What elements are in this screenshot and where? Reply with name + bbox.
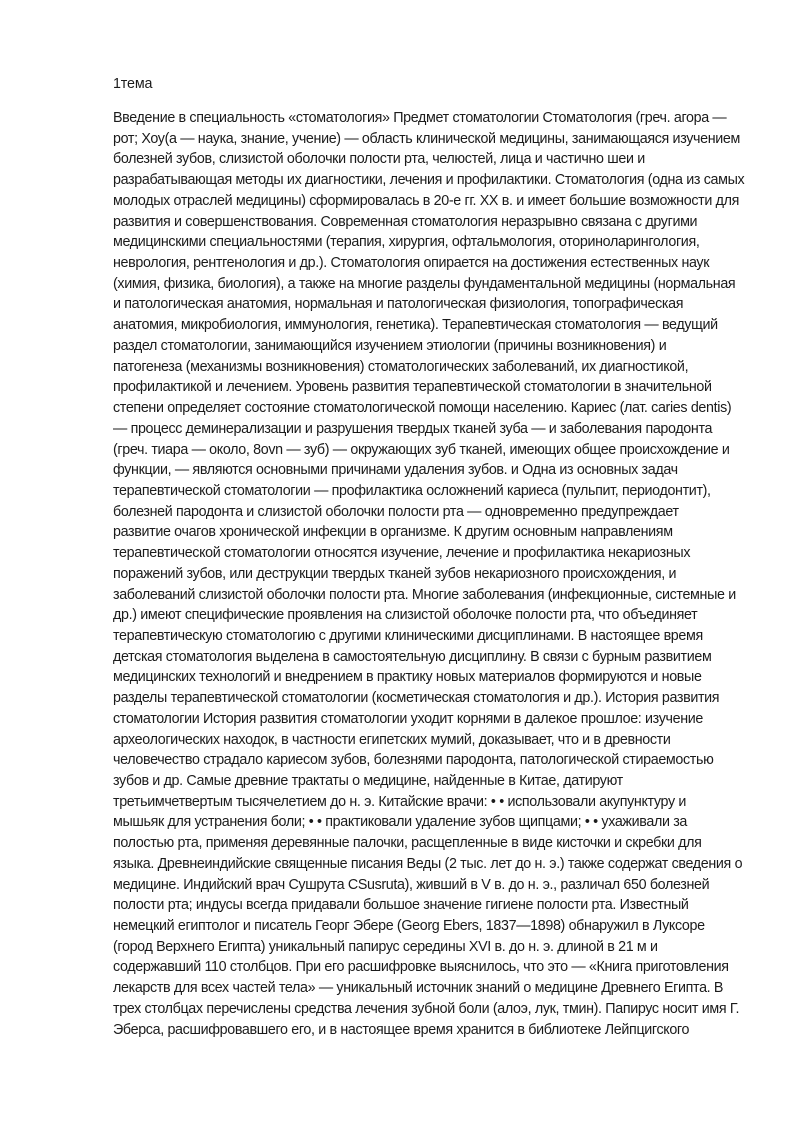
paragraph-line: Введение в специальность «стоматология» Предмет стоматологии Стоматология (греч. агора — [113,110,727,126]
paragraph-line: разрабатывающая методы их диагностики, лечения и профилактики. Стоматология (одна из самых [113,172,745,189]
paragraph-line: патогенеза (механизмы возникновения) стоматологических заболеваний, их диагностикой, [113,358,689,375]
paragraph-line: раздел стоматологии, занимающийся изучением этиологии (причины возникновения) и [113,337,667,354]
paragraph-line: (город Верхнего Египта) уникальный папирус середины XVI в. до н. э. длиной в 21 м и [113,938,658,955]
paragraph-line: полостью рта, применяя деревянные палочки, расщепленные в виде кисточки и скребки для [113,835,702,852]
paragraph-line: медицинских технологий и внедрением в практику новых материалов формируются и новые [113,669,702,686]
paragraph-line: третьимчетвертым тысячелетием до н. э. Китайские врачи: • • использовали акупунктуру и [113,793,687,810]
document-paragraph [113,108,773,1040]
paragraph-line: археологических находок, в частности египетских мумий, доказывает, что и в древности [113,731,671,748]
paragraph-line: разделы терапевтической стоматологии (косметическая стоматология и др.). История развития [113,690,720,707]
paragraph-line: анатомия, микробиология, иммунология, генетика). Терапевтическая стоматология — ведущий [113,317,718,334]
paragraph-line: др.) имеют специфические проявления на слизистой оболочке полости рта, что объединяет [113,607,698,624]
paragraph-line: (греч. тиара — около, 8ovn — зуб) — окружающих зуб тканей, имеющих общее происхождение и [113,441,730,458]
paragraph-line: и патологическая анатомия, нормальная и патологическая физиология, топографическая [113,296,684,313]
paragraph-line: полости рта; индусы всегда придавали большое значение гигиене полости рта. Известный [113,897,689,914]
paragraph-line: детская стоматология выделена в самостоятельную дисциплину. В связи с бурным развитием [113,648,712,665]
paragraph-line: поражений зубов, или деструкции твердых тканей зубов некариозного происхождения, и [113,565,677,582]
paragraph-line: (химия, физика, биология), а также на многие разделы фундаментальной медицины (нормальная [113,275,736,292]
paragraph-line: человечество страдало кариесом зубов, болезнями пародонта, патологической стираемостью [113,752,714,769]
paragraph-line: зубов и др. Самые древние трактаты о медицине, найденные в Китае, датируют [113,773,623,789]
paragraph-line: — процесс деминерализации и разрушения твердых тканей зуба — и заболевания пародонта [113,420,713,437]
paragraph-line: неврология, рентгенология и др.). Стоматология опирается на достижения естественных наук [113,255,710,272]
paragraph-line: профилактикой и лечением. Уровень развития терапевтической стоматологии в значительной [113,379,712,396]
paragraph-line: медицине. Индийский врач Сушрута CSusruta), живший в V в. до н. э., различал 650 болезней [113,876,710,893]
paragraph-line: немецкий египтолог и писатель Георг Эбере (Georg Ebers, 1837—1898) обнаружил в Луксоре [113,918,705,935]
document-heading: 1тема [113,76,153,92]
paragraph-line: функции, — являются основными причинами удаления зубов. и Одна из основных задач [113,462,678,479]
paragraph-line: мышьяк для устранения боли; • • практиковали удаление зубов щипцами; • • ухаживали за [113,814,688,831]
paragraph-line: трех столбцах перечислены средства лечения зубной боли (алоэ, лук, тмин). Папирус носит имя Г. [113,1000,740,1017]
paragraph-line: медицинскими специальностями (терапия, хирургия, офтальмология, оториноларингология, [113,234,700,251]
paragraph-line: заболеваний слизистой оболочки полости рта. Многие заболевания (инфекционные, системные и [113,586,736,603]
paragraph-line: развитие очагов хронической инфекции в организме. К другим основным направлениям [113,524,673,541]
paragraph-line: Эберса, расшифровавшего его, и в настоящее время хранится в библиотеке Лейпцигского [113,1021,690,1038]
paragraph-line: стоматологии История развития стоматологии уходит корнями в далекое прошлое: изучение [113,710,704,727]
paragraph-line: рот; Хоу(а — наука, знание, учение) — область клинической медицины, занимающаяся изучением [113,130,741,147]
paragraph-line: терапевтическую стоматологию с другими клиническими дисциплинами. В настоящее время [113,627,703,644]
paragraph-line: терапевтической стоматологии — профилактика осложнений кариеса (пульпит, периодонтит), [113,482,711,499]
paragraph-line: степени определяет состояние стоматологической помощи населению. Кариес (лат. caries dentis) [113,400,732,417]
paragraph-line: языка. Древнеиндийские священные писания Веды (2 тыс. лет до н. э.) также содержат сведения о [113,855,743,872]
paragraph-line: терапевтической стоматологии относятся изучение, лечение и профилактика некариозных [113,545,691,562]
paragraph-line: лекарств для всех частей тела» — уникальный источник знаний о медицине Древнего Египта. В [113,980,724,997]
paragraph-line: болезней зубов, слизистой оболочки полости рта, челюстей, лица и частично шеи и [113,151,645,168]
paragraph-line: содержавший 110 столбцов. При его расшифровке выяснилось, что это — «Книга приготовления [113,959,729,976]
paragraph-line: болезней пародонта и слизистой оболочки полости рта — одновременно предупреждает [113,503,679,520]
paragraph-line: развития и совершенствования. Современная стоматология неразрывно связана с другими [113,213,698,230]
paragraph-line: молодых отраслей медицины) сформировалась в 20-е гг. XX в. и имеет большие возможности для [113,192,739,209]
